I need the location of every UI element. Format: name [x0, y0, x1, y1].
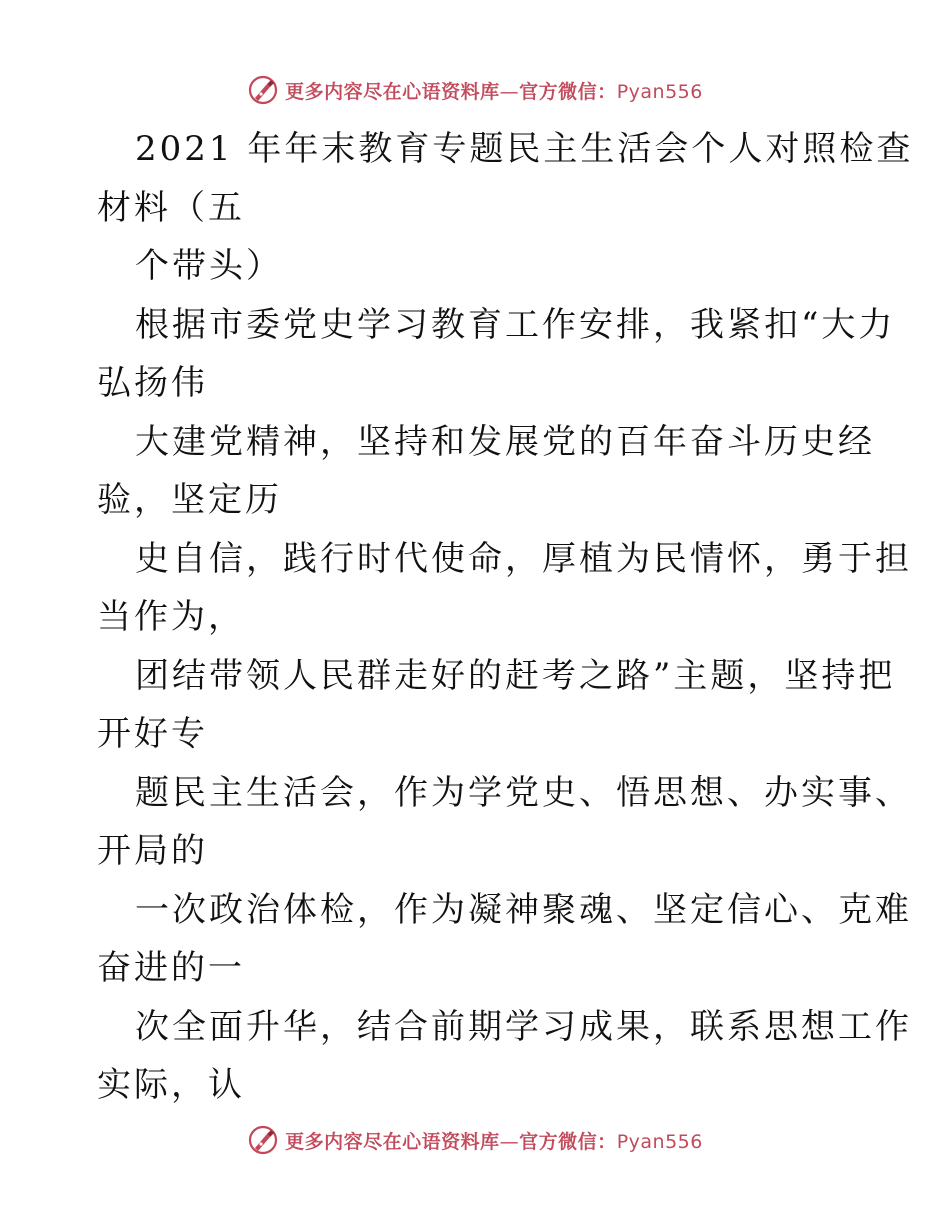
watermark-contact-id: Pyan556: [616, 1130, 703, 1153]
pen-logo-icon: [247, 1124, 279, 1156]
header-watermark: [0, 70, 950, 110]
text-line-8: 史自信，践行时代使命，厚植为民情怀，勇于担: [135, 538, 912, 579]
text-line-16: 次全面升华，结合前期学习成果，联系思想工作: [135, 1006, 912, 1047]
text-line-10: 团结带领人民群走好的赶考之路”主题，坚持把: [135, 655, 896, 696]
watermark-brand: 更多内容尽在心语资料库: [285, 80, 500, 103]
text-line-5: 弘扬伟: [97, 363, 208, 403]
text-line-15: 奋进的一: [97, 948, 245, 988]
pen-logo-icon: [247, 74, 279, 106]
watermark-brand: 更多内容尽在心语资料库: [285, 1130, 500, 1153]
text-line-11: 开好专: [97, 714, 208, 754]
text-line-1: 2021 年年末教育专题民主生活会个人对照检查: [135, 129, 914, 169]
watermark-dash: —: [499, 80, 520, 103]
document-body: [97, 120, 914, 1115]
watermark-text: [285, 77, 703, 104]
text-line-2: 材料（五: [97, 187, 245, 228]
text-line-17: 实际，认: [97, 1065, 245, 1105]
text-line-4: 根据市委党史学习教育工作安排，我紧扣“大力: [135, 304, 896, 345]
watermark-contact-label: 官方微信：: [519, 80, 617, 103]
watermark-text: [285, 1127, 703, 1154]
text-line-12: 题民主生活会，作为学党史、悟思想、办实事、: [135, 772, 912, 813]
footer-watermark: [0, 1120, 950, 1160]
text-line-13: 开局的: [97, 831, 208, 871]
text-line-7: 验，坚定历: [97, 480, 282, 520]
watermark-contact-label: 官方微信：: [519, 1130, 617, 1153]
text-line-9: 当作为，: [97, 597, 245, 637]
watermark-contact-id: Pyan556: [616, 80, 703, 103]
text-line-6: 大建党精神，坚持和发展党的百年奋斗历史经: [135, 421, 875, 462]
watermark-dash: —: [499, 1130, 520, 1153]
text-line-3: 个带头）: [135, 246, 283, 286]
text-line-14: 一次政治体检，作为凝神聚魂、坚定信心、克难: [135, 889, 912, 930]
